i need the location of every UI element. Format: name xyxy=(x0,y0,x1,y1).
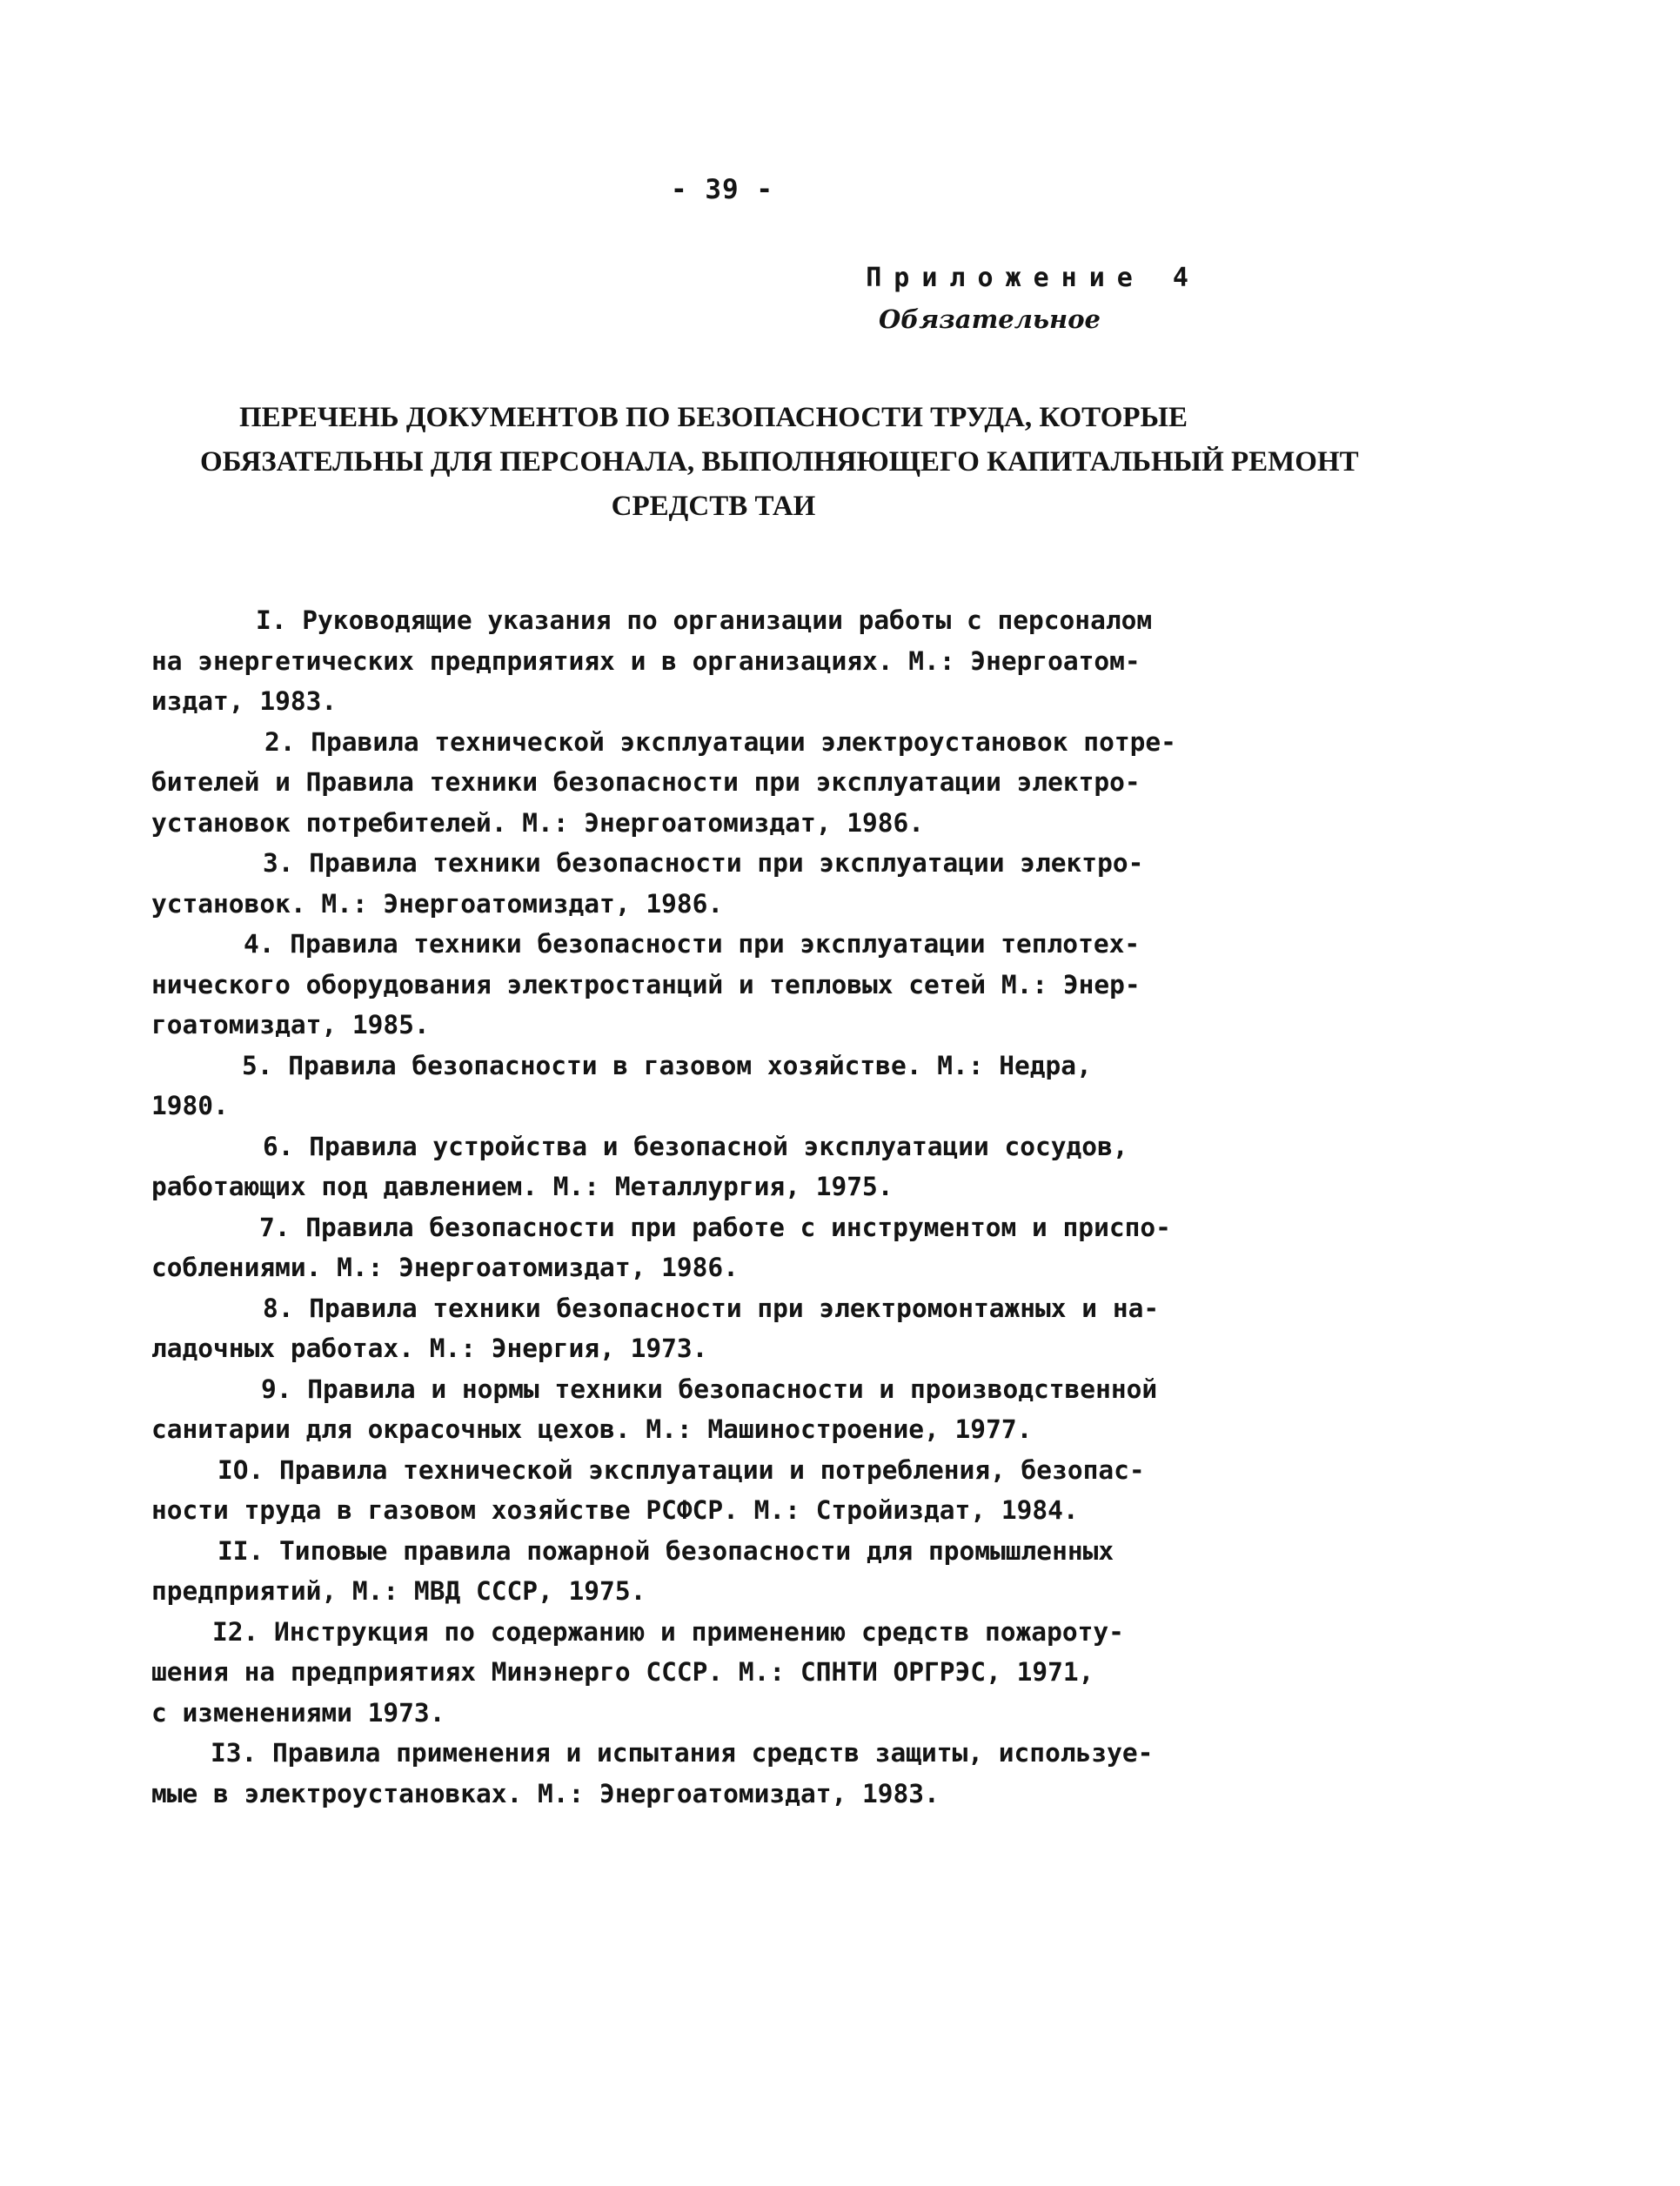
list-item-line: установок. М.: Энергоатомиздат, 1986. xyxy=(151,888,724,919)
list-item-first-line: 7. Правила безопасности при работе с инструментом и приспо- xyxy=(259,1212,1171,1242)
list-item-line: нического оборудования электростанций и тепловых сетей М.: Энер- xyxy=(151,969,1141,999)
list-item xyxy=(151,1450,1230,1531)
document-list xyxy=(151,600,1230,1814)
list-item-first-line: I. Руководящие указания по организации работы с персоналом xyxy=(256,605,1153,635)
list-item xyxy=(151,1733,1230,1814)
list-item xyxy=(151,1531,1230,1612)
list-item xyxy=(151,924,1230,1046)
list-item-line: издат, 1983. xyxy=(151,686,338,716)
list-item-first-line: IO. Правила технической эксплуатации и потребления, безопас- xyxy=(218,1454,1145,1485)
heading-line: ОБЯЗАТЕЛЬНЫ ДЛЯ ПЕРСОНАЛА, ВЫПОЛНЯЮЩЕГО КАПИТАЛЬНЫЙ РЕМОНТ xyxy=(200,446,1359,478)
list-item xyxy=(151,1126,1230,1207)
list-item-line: ности труда в газовом хозяйстве РСФСР. М.: Стройиздат, 1984. xyxy=(151,1495,1079,1525)
list-item-first-line: I3. Правила применения и испытания средств защиты, используе- xyxy=(211,1738,1154,1768)
list-item-first-line: 3. Правила техники безопасности при эксплуатации электро- xyxy=(263,848,1144,878)
list-item xyxy=(151,1207,1230,1288)
list-item xyxy=(151,1046,1230,1126)
list-item-first-line: 4. Правила техники безопасности при эксплуатации теплотех- xyxy=(244,929,1141,959)
list-item-first-line: 6. Правила устройства и безопасной эксплуатации сосудов, xyxy=(263,1131,1128,1161)
list-item-first-line: 5. Правила безопасности в газовом хозяйстве. М.: Недра, xyxy=(242,1050,1092,1080)
list-item-line: работающих под давлением. М.: Металлургия, 1975. xyxy=(151,1172,894,1201)
appendix-label: Приложение 4 xyxy=(866,263,1201,293)
list-item xyxy=(151,843,1230,924)
appendix-note: Обязательное xyxy=(878,304,1101,334)
heading-line: ПЕРЕЧЕНЬ ДОКУМЕНТОВ ПО БЕЗОПАСНОСТИ ТРУДА, КОТОРЫЕ xyxy=(239,402,1188,433)
list-item xyxy=(151,1612,1230,1734)
list-item-line: соблениями. М.: Энергоатомиздат, 1986. xyxy=(151,1253,739,1282)
heading-line: СРЕДСТВ ТАИ xyxy=(611,491,816,522)
list-item-line: предприятий, М.: МВД СССР, 1975. xyxy=(151,1576,646,1606)
list-item-line: санитарии для окрасочных цехов. М.: Машиностроение, 1977. xyxy=(151,1414,1033,1444)
list-item xyxy=(151,600,1230,722)
list-item-line: установок потребителей. М.: Энергоатомиздат, 1986. xyxy=(151,807,925,838)
list-item-line: с изменениями 1973. xyxy=(151,1697,445,1728)
page-number: - 39 - xyxy=(671,174,773,205)
list-item-line: 1980. xyxy=(151,1091,229,1120)
list-item xyxy=(151,1369,1230,1450)
list-item-line: мые в электроустановках. М.: Энергоатомиздат, 1983. xyxy=(151,1778,940,1808)
list-item-line: ладочных работах. М.: Энергия, 1973. xyxy=(151,1334,708,1363)
list-item-line: на энергетических предприятиях и в организациях. М.: Энергоатом- xyxy=(151,645,1141,676)
list-item-line: шения на предприятиях Минэнерго СССР. М.: СПНТИ ОРГРЭС, 1971, xyxy=(151,1657,1094,1687)
list-item-first-line: I2. Инструкция по содержанию и применению средств пожароту- xyxy=(212,1616,1124,1647)
document-heading xyxy=(200,396,1359,529)
list-item-first-line: 8. Правила техники безопасности при электромонтажных и на- xyxy=(263,1293,1160,1323)
list-item xyxy=(151,722,1230,844)
list-item-first-line: II. Типовые правила пожарной безопасности для промышленных xyxy=(218,1535,1114,1566)
list-item-first-line: 9. Правила и нормы техники безопасности и производственной xyxy=(261,1374,1158,1404)
list-item-line: бителей и Правила техники безопасности при эксплуатации электро- xyxy=(151,767,1141,797)
list-item xyxy=(151,1288,1230,1369)
list-item-first-line: 2. Правила технической эксплуатации электроустановок потре- xyxy=(264,726,1176,757)
list-item-line: гоатомиздат, 1985. xyxy=(151,1010,430,1040)
